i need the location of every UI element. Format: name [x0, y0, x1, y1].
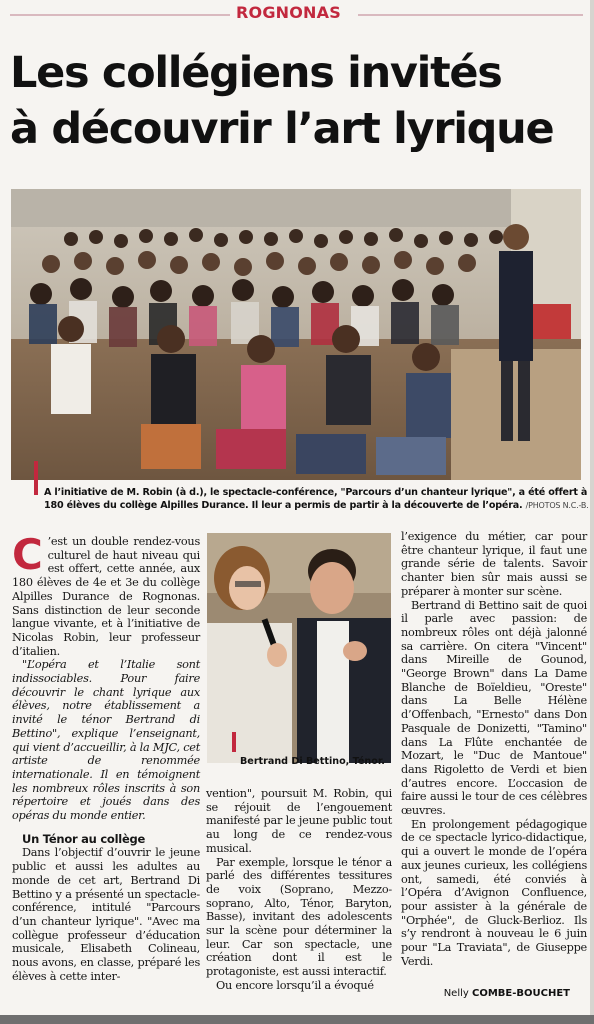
paragraph: l’exigence du métier, car pour être chanteur lyrique, il faut une grande série de talents. Savoir chanter bien sûr mais aussi se préparer à monter sur scène.	[401, 530, 587, 598]
paragraph: Ou encore lorsqu’il a évoqué	[216, 978, 374, 992]
photo-caption	[44, 486, 589, 512]
article-column-3	[401, 530, 587, 969]
tenor-photo	[207, 533, 391, 763]
paragraph: vention", poursuit M. Robin, qui se réjouit de l’engouement manifesté par le jeune public tout au long de ce rendez-vous musical.	[206, 787, 392, 855]
headline	[10, 45, 590, 157]
rubric-rule-right	[358, 14, 583, 16]
page-bottom-edge	[0, 1015, 594, 1024]
page-edge	[590, 0, 594, 1024]
paragraph-quote: "L’opéra et l’Italie sont indissociables. Pour faire découvrir le chant lyrique aux élèves, notre établissement a invité le ténor Bertrand di Bettino", explique l’enseignant, qui vient d’accueillir, à la MJC, cet artiste de renommée internationale. Il en témoignent les nombreux rôles inscrits à son répertoire et joués dans des opéras du monde entier.	[12, 658, 200, 823]
paragraph: Bertrand di Bettino sait de quoi il parle avec passion: de nombreux rôles ont déjà jalonné sa carrière. On citera "Vincent" dans Mireille de Gounod, "George Brown" dans La Dame Blanche de Boïeldieu, "Oreste" dans La Belle Hélène d’Offenbach, "Ernesto" dans Don Pasquale de Donizetti, "Tamino" dans La Flûte enchantée de Mozart, le "Duc de Mantoue" dans Rigoletto de Verdi et bien d’autres encore. L’occasion de faire aussi le tour de ces célèbres œuvres.	[401, 598, 587, 818]
author-signature	[444, 988, 570, 999]
paragraph: En prolongement pédagogique de ce spectacle lyrico-didactique, qui a ouvert le monde de l’opéra aux jeunes curieux, les collégiens ont, samedi, été conviés à l’Opéra d’Avignon Confluence, pour assister à la générale de "Orphée", de Gluck-Berlioz. Ils s’y rendront à nouveau le 6 juin pour "La Traviata", de Giuseppe Verdi.	[401, 817, 587, 968]
rubric-label: ROGNONAS	[236, 3, 341, 22]
headline-line-2: à découvrir l’art lyrique	[10, 104, 554, 154]
paragraph: ’est un double rendez-vous culturel de haut niveau qui est offert, cette année, aux 180 élèves de 4e et 3e du collège Alpilles Durance de Rognonas. Sans distinction de leur seconde langue vivante, et à l’initiative de Nicolas Robin, leur professeur d’italien.	[12, 535, 200, 658]
audience-photo-illustration	[11, 189, 581, 480]
inset-caption: Bertrand Di Bettino, Ténor.	[240, 756, 385, 767]
paragraph: Par exemple, lorsque le ténor a parlé des différentes tessitures de voix (Soprano, Mezzo-soprano, Alto, Ténor, Baryton, Basse), invitant des adolescents sur la scène pour déterminer la leur. Car son spectacle, une création dont il est le protagoniste, est aussi interactif.	[206, 855, 392, 979]
rubric-rule-left	[10, 14, 230, 16]
article-column-1	[12, 530, 200, 984]
article-column-2	[206, 787, 392, 993]
tenor-photo-illustration	[207, 533, 391, 763]
caption-text: A l’initiative de M. Robin (à d.), le spectacle-conférence, "Parcours d’un chanteur lyrique", a été offert à 180 élèves du collège Alpilles Durance. Il leur a permis de partir à la découverte de l’opéra.	[44, 487, 588, 511]
drop-cap: C	[12, 530, 43, 579]
author-last-name: COMBE-BOUCHET	[472, 988, 570, 999]
paragraph: Dans l’objectif d’ouvrir le jeune public et aussi les adultes au monde de cet art, Bertrand Di Bettino y a présenté un spectacle-conférence, intitulé "Parcours d’un chanteur lyrique". "Avec ma collègue professeur d’éducation musicale, Elisabeth Colineau, nous avons, en classe, préparé les élèves à cette inter-	[12, 846, 200, 983]
headline-line-1: Les collégiens invités	[10, 48, 502, 98]
author-first-name: Nelly	[443, 988, 472, 999]
caption-accent-bar	[34, 461, 38, 495]
section-rubric	[0, 3, 594, 25]
main-photo	[11, 189, 581, 480]
photo-credit: /PHOTOS N.C.-B.	[525, 501, 589, 510]
article-subhead: Un Ténor au collège	[22, 831, 146, 846]
inset-accent-bar	[232, 732, 236, 752]
